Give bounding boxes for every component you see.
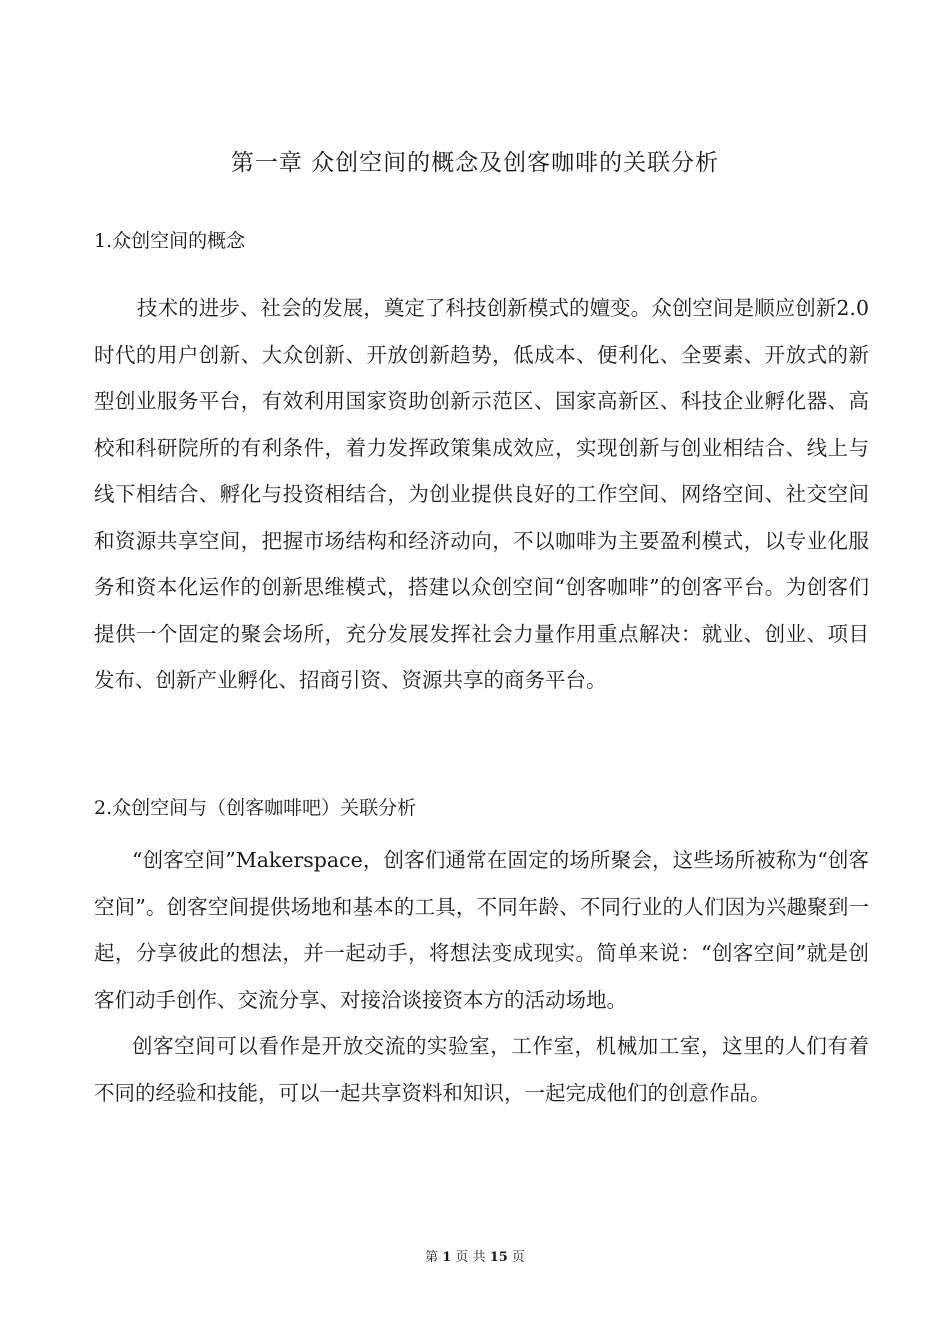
section-2-paragraph-1: “创客空间”Makerspace，创客们通常在固定的场所聚会，这些场所被称为“创客空间”。创客空间提供场地和基本的工具，不同年龄、不同行业的人们因为兴趣聚到一起，分享彼此的想法，并一起动手，将想法变成现实。简单来说：“创客空间”就是创客们动手创作、交流分享、对接洽谈接资本方的活动场地。 [94, 848, 869, 1012]
footer-prefix: 第 [425, 1250, 439, 1265]
section-1-paragraph: 技术的进步、社会的发展，奠定了科技创新模式的嬗变。众创空间是顺应创新2.0时代的用户创新、大众创新、开放创新趋势，低成本、便利化、全要素、开放式的新型创业服务平台，有效利用国家资助创新示范区、国家高新区、科技企业孵化器、高校和科研院所的有利条件，着力发挥政策集成效应，实现创新与创业相结合、线上与线下相结合、孵化与投资相结合，为创业提供良好的工作空间、网络空间、社交空间和资源共享空间，把握市场结构和经济动向，不以咖啡为主要盈利模式，以专业化服务和资本化运作的创新思维模式，搭建以众创空间“创客咖啡”的创客平台。为创客们提供一个固定的聚会场所，充分发展发挥社会力量作用重点解决：就业、创业、项目发布、创新产业孵化、招商引资、资源共享的商务平台。 [94, 296, 869, 692]
page-footer [0, 1248, 950, 1268]
chapter-title: 第一章 众创空间的概念及创客咖啡的关联分析 [230, 150, 720, 176]
section-2-paragraph-2: 创客空间可以看作是开放交流的实验室，工作室，机械加工室，这里的人们有着不同的经验和技能，可以一起共享资料和知识，一起完成他们的创意作品。 [94, 1034, 869, 1105]
section-heading-1: 1.众创空间的概念 [94, 230, 246, 252]
footer-page-number: 1 [442, 1250, 452, 1265]
footer-suffix: 页 [511, 1250, 525, 1265]
footer-total-pages: 15 [489, 1250, 508, 1265]
section-heading-2: 2.众创空间与（创客咖啡吧）关联分析 [94, 797, 417, 819]
footer-middle: 页 共 [455, 1250, 486, 1265]
